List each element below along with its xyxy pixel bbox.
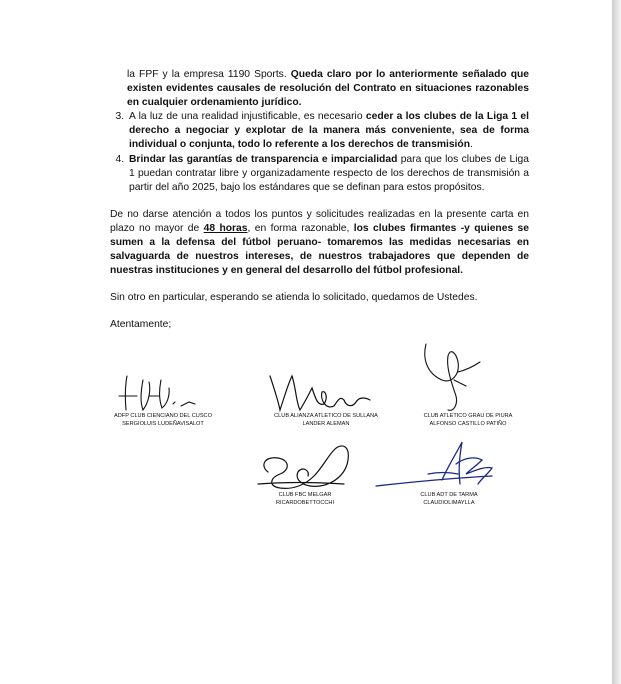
signature-scrawl-tarma [372, 434, 522, 492]
signatory-name: LANDER ALEMAN [302, 421, 350, 427]
signature-scrawl-cienciano [115, 366, 215, 414]
signature-block-grau [397, 412, 539, 428]
page-edge-shadow [612, 0, 621, 684]
signatory-club: ADFP CLUB CIENCIANO DEL CUSCO [114, 413, 212, 419]
signature-scrawl-alianza [266, 370, 374, 416]
signature-scrawl-grau [418, 334, 488, 416]
signature-scrawl-melgar [254, 436, 358, 498]
signatory-club: CLUB ADT DE TARMA [420, 492, 478, 498]
signatory-name: ALFONSO CASTILLO PATIÑO [429, 421, 507, 427]
signatory-club: CLUB ATLETICO GRAU DE PIURA [423, 413, 513, 419]
signatory-club: CLUB FBC MELGAR [278, 492, 332, 498]
signatory-name: CLAUDIOLIMAYLLA [423, 500, 475, 506]
signature-block-alianza [251, 412, 401, 428]
list-item: 4. Brindar las garantías de transparencia e imparcialidad para que los clubes de Liga 1 puedan contratar libre y organizadamente respecto de los derechos de transmisión a partir del año 2025, bajo los estándares que se definan para estos propósitos. [127, 153, 529, 195]
list-item: 3. A la luz de una realidad injustificable, es necesario ceder a los clubes de la Liga 1 el derecho a negociar y explotar de la manera más conveniente, sea de forma individual o conjunta, todo lo referente a los derechos de transmisión. [127, 110, 529, 152]
item-2-continuation: la FPF y la empresa 1190 Sports. Queda claro por lo anteriormente señalado que existen evidentes causales de resolución del Contrato en situaciones razonables en cualquier ordenamiento jurídico. [127, 69, 529, 108]
signatory-name: RICARDOBETTOCCHI [275, 500, 334, 506]
demands-list [110, 110, 529, 195]
signature-block-cienciano [92, 412, 234, 428]
salutation: Atentamente; [110, 318, 172, 330]
signatory-club: CLUB ALIANZA ATLETICO DE SULLANA [274, 413, 378, 419]
signature-block-tarma [394, 491, 504, 507]
closing-paragraph: Sin otro en particular, esperando se atienda lo solicitado, quedamos de Ustedes. [110, 291, 478, 303]
letter-body [110, 68, 529, 332]
signature-block-melgar [250, 491, 360, 507]
signatory-name: SERGIOLUIS LUDEÑAVISALOT [122, 421, 204, 427]
deadline-paragraph: De no darse atención a todos los puntos y solicitudes realizadas en la presente carta en plazo no mayor de 48 horas, en forma razonable, los clubes firmantes -y quienes se sumen a la defensa del fútbol peruano- tomaremos las medidas necesarias en salvaguarda de nuestros intereses, de nuestros trabajadores que dependen de nuestras instituciones y en general del desarrollo del fútbol profesional. [110, 209, 529, 276]
